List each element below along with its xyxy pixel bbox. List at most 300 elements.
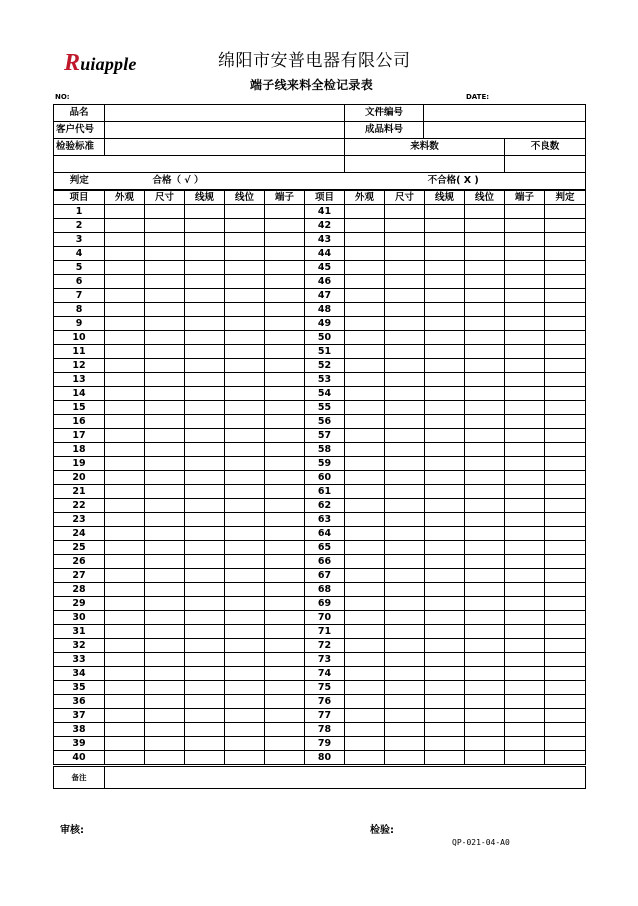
check-cell[interactable] xyxy=(185,513,225,527)
check-cell[interactable] xyxy=(185,261,225,275)
check-cell[interactable] xyxy=(145,415,185,429)
check-cell[interactable] xyxy=(265,345,305,359)
check-cell[interactable] xyxy=(465,345,505,359)
check-cell[interactable] xyxy=(345,429,385,443)
check-cell[interactable] xyxy=(425,289,465,303)
check-cell[interactable] xyxy=(185,317,225,331)
check-cell[interactable] xyxy=(185,653,225,667)
check-cell[interactable] xyxy=(545,401,586,415)
check-cell[interactable] xyxy=(185,359,225,373)
check-cell[interactable] xyxy=(465,289,505,303)
check-cell[interactable] xyxy=(545,527,586,541)
check-cell[interactable] xyxy=(425,513,465,527)
check-cell[interactable] xyxy=(385,681,425,695)
check-cell[interactable] xyxy=(225,401,265,415)
check-cell[interactable] xyxy=(105,261,145,275)
check-cell[interactable] xyxy=(105,303,145,317)
customer-code-field[interactable] xyxy=(105,122,345,139)
check-cell[interactable] xyxy=(145,723,185,737)
check-cell[interactable] xyxy=(385,723,425,737)
check-cell[interactable] xyxy=(385,345,425,359)
check-cell[interactable] xyxy=(185,401,225,415)
check-cell[interactable] xyxy=(225,471,265,485)
check-cell[interactable] xyxy=(185,289,225,303)
check-cell[interactable] xyxy=(385,373,425,387)
check-cell[interactable] xyxy=(345,723,385,737)
inspection-standard-field-2[interactable] xyxy=(54,156,345,173)
check-cell[interactable] xyxy=(385,247,425,261)
check-cell[interactable] xyxy=(145,331,185,345)
check-cell[interactable] xyxy=(265,737,305,751)
check-cell[interactable] xyxy=(345,737,385,751)
check-cell[interactable] xyxy=(105,751,145,765)
check-cell[interactable] xyxy=(265,597,305,611)
check-cell[interactable] xyxy=(105,597,145,611)
check-cell[interactable] xyxy=(345,709,385,723)
check-cell[interactable] xyxy=(545,429,586,443)
check-cell[interactable] xyxy=(505,401,545,415)
check-cell[interactable] xyxy=(425,653,465,667)
check-cell[interactable] xyxy=(385,261,425,275)
check-cell[interactable] xyxy=(425,597,465,611)
check-cell[interactable] xyxy=(465,275,505,289)
check-cell[interactable] xyxy=(545,569,586,583)
check-cell[interactable] xyxy=(385,289,425,303)
check-cell[interactable] xyxy=(465,695,505,709)
check-cell[interactable] xyxy=(185,723,225,737)
check-cell[interactable] xyxy=(465,219,505,233)
check-cell[interactable] xyxy=(505,541,545,555)
check-cell[interactable] xyxy=(105,415,145,429)
check-cell[interactable] xyxy=(265,639,305,653)
check-cell[interactable] xyxy=(465,709,505,723)
check-cell[interactable] xyxy=(145,639,185,653)
check-cell[interactable] xyxy=(105,373,145,387)
check-cell[interactable] xyxy=(265,289,305,303)
check-cell[interactable] xyxy=(425,485,465,499)
check-cell[interactable] xyxy=(145,681,185,695)
check-cell[interactable] xyxy=(465,457,505,471)
check-cell[interactable] xyxy=(385,233,425,247)
check-cell[interactable] xyxy=(545,219,586,233)
check-cell[interactable] xyxy=(185,233,225,247)
check-cell[interactable] xyxy=(425,345,465,359)
check-cell[interactable] xyxy=(465,667,505,681)
check-cell[interactable] xyxy=(505,695,545,709)
check-cell[interactable] xyxy=(385,457,425,471)
check-cell[interactable] xyxy=(385,387,425,401)
check-cell[interactable] xyxy=(265,695,305,709)
check-cell[interactable] xyxy=(225,583,265,597)
check-cell[interactable] xyxy=(225,695,265,709)
check-cell[interactable] xyxy=(345,611,385,625)
check-cell[interactable] xyxy=(545,583,586,597)
check-cell[interactable] xyxy=(505,457,545,471)
check-cell[interactable] xyxy=(265,527,305,541)
check-cell[interactable] xyxy=(385,303,425,317)
check-cell[interactable] xyxy=(505,471,545,485)
check-cell[interactable] xyxy=(425,359,465,373)
check-cell[interactable] xyxy=(225,709,265,723)
check-cell[interactable] xyxy=(425,303,465,317)
check-cell[interactable] xyxy=(425,219,465,233)
check-cell[interactable] xyxy=(425,331,465,345)
check-cell[interactable] xyxy=(345,275,385,289)
check-cell[interactable] xyxy=(545,499,586,513)
check-cell[interactable] xyxy=(345,751,385,765)
check-cell[interactable] xyxy=(265,513,305,527)
check-cell[interactable] xyxy=(425,443,465,457)
check-cell[interactable] xyxy=(505,415,545,429)
check-cell[interactable] xyxy=(185,611,225,625)
check-cell[interactable] xyxy=(105,569,145,583)
check-cell[interactable] xyxy=(345,569,385,583)
check-cell[interactable] xyxy=(345,331,385,345)
check-cell[interactable] xyxy=(345,625,385,639)
check-cell[interactable] xyxy=(545,331,586,345)
check-cell[interactable] xyxy=(105,317,145,331)
check-cell[interactable] xyxy=(465,471,505,485)
check-cell[interactable] xyxy=(145,317,185,331)
check-cell[interactable] xyxy=(465,737,505,751)
check-cell[interactable] xyxy=(185,471,225,485)
check-cell[interactable] xyxy=(465,205,505,219)
check-cell[interactable] xyxy=(145,527,185,541)
check-cell[interactable] xyxy=(225,625,265,639)
check-cell[interactable] xyxy=(505,667,545,681)
check-cell[interactable] xyxy=(225,527,265,541)
check-cell[interactable] xyxy=(505,709,545,723)
check-cell[interactable] xyxy=(385,205,425,219)
check-cell[interactable] xyxy=(505,751,545,765)
check-cell[interactable] xyxy=(345,541,385,555)
check-cell[interactable] xyxy=(225,597,265,611)
check-cell[interactable] xyxy=(265,443,305,457)
check-cell[interactable] xyxy=(145,513,185,527)
check-cell[interactable] xyxy=(385,471,425,485)
check-cell[interactable] xyxy=(385,611,425,625)
check-cell[interactable] xyxy=(185,555,225,569)
check-cell[interactable] xyxy=(425,499,465,513)
check-cell[interactable] xyxy=(225,261,265,275)
check-cell[interactable] xyxy=(505,639,545,653)
check-cell[interactable] xyxy=(545,303,586,317)
check-cell[interactable] xyxy=(145,667,185,681)
check-cell[interactable] xyxy=(345,695,385,709)
check-cell[interactable] xyxy=(145,373,185,387)
check-cell[interactable] xyxy=(345,583,385,597)
check-cell[interactable] xyxy=(505,681,545,695)
check-cell[interactable] xyxy=(185,373,225,387)
check-cell[interactable] xyxy=(425,737,465,751)
check-cell[interactable] xyxy=(145,289,185,303)
check-cell[interactable] xyxy=(225,289,265,303)
check-cell[interactable] xyxy=(345,555,385,569)
check-cell[interactable] xyxy=(345,401,385,415)
check-cell[interactable] xyxy=(545,345,586,359)
check-cell[interactable] xyxy=(425,709,465,723)
check-cell[interactable] xyxy=(505,275,545,289)
check-cell[interactable] xyxy=(105,513,145,527)
check-cell[interactable] xyxy=(385,359,425,373)
check-cell[interactable] xyxy=(425,541,465,555)
check-cell[interactable] xyxy=(185,499,225,513)
check-cell[interactable] xyxy=(145,401,185,415)
check-cell[interactable] xyxy=(185,345,225,359)
check-cell[interactable] xyxy=(225,359,265,373)
check-cell[interactable] xyxy=(185,205,225,219)
check-cell[interactable] xyxy=(105,667,145,681)
check-cell[interactable] xyxy=(225,457,265,471)
check-cell[interactable] xyxy=(265,625,305,639)
check-cell[interactable] xyxy=(145,653,185,667)
check-cell[interactable] xyxy=(145,611,185,625)
check-cell[interactable] xyxy=(185,429,225,443)
check-cell[interactable] xyxy=(425,275,465,289)
check-cell[interactable] xyxy=(545,443,586,457)
check-cell[interactable] xyxy=(545,233,586,247)
check-cell[interactable] xyxy=(265,709,305,723)
check-cell[interactable] xyxy=(145,597,185,611)
check-cell[interactable] xyxy=(505,611,545,625)
check-cell[interactable] xyxy=(185,639,225,653)
check-cell[interactable] xyxy=(345,443,385,457)
check-cell[interactable] xyxy=(265,275,305,289)
check-cell[interactable] xyxy=(265,331,305,345)
check-cell[interactable] xyxy=(425,583,465,597)
check-cell[interactable] xyxy=(545,457,586,471)
check-cell[interactable] xyxy=(345,387,385,401)
check-cell[interactable] xyxy=(225,345,265,359)
check-cell[interactable] xyxy=(425,233,465,247)
check-cell[interactable] xyxy=(225,723,265,737)
check-cell[interactable] xyxy=(105,695,145,709)
check-cell[interactable] xyxy=(465,527,505,541)
check-cell[interactable] xyxy=(265,401,305,415)
check-cell[interactable] xyxy=(265,667,305,681)
check-cell[interactable] xyxy=(345,373,385,387)
product-name-field[interactable] xyxy=(105,105,345,122)
doc-number-field[interactable] xyxy=(424,105,586,122)
check-cell[interactable] xyxy=(225,233,265,247)
check-cell[interactable] xyxy=(385,219,425,233)
check-cell[interactable] xyxy=(105,555,145,569)
check-cell[interactable] xyxy=(545,709,586,723)
check-cell[interactable] xyxy=(545,485,586,499)
check-cell[interactable] xyxy=(185,415,225,429)
check-cell[interactable] xyxy=(225,275,265,289)
check-cell[interactable] xyxy=(345,317,385,331)
check-cell[interactable] xyxy=(385,555,425,569)
check-cell[interactable] xyxy=(385,485,425,499)
check-cell[interactable] xyxy=(105,233,145,247)
check-cell[interactable] xyxy=(545,653,586,667)
check-cell[interactable] xyxy=(345,639,385,653)
check-cell[interactable] xyxy=(385,331,425,345)
check-cell[interactable] xyxy=(465,331,505,345)
check-cell[interactable] xyxy=(265,303,305,317)
check-cell[interactable] xyxy=(465,611,505,625)
check-cell[interactable] xyxy=(145,387,185,401)
check-cell[interactable] xyxy=(265,247,305,261)
check-cell[interactable] xyxy=(545,373,586,387)
check-cell[interactable] xyxy=(185,569,225,583)
check-cell[interactable] xyxy=(385,527,425,541)
check-cell[interactable] xyxy=(105,289,145,303)
check-cell[interactable] xyxy=(425,429,465,443)
check-cell[interactable] xyxy=(465,373,505,387)
check-cell[interactable] xyxy=(545,415,586,429)
check-cell[interactable] xyxy=(505,527,545,541)
check-cell[interactable] xyxy=(345,513,385,527)
check-cell[interactable] xyxy=(425,471,465,485)
check-cell[interactable] xyxy=(105,387,145,401)
check-cell[interactable] xyxy=(345,219,385,233)
check-cell[interactable] xyxy=(265,583,305,597)
check-cell[interactable] xyxy=(465,401,505,415)
check-cell[interactable] xyxy=(505,625,545,639)
check-cell[interactable] xyxy=(105,219,145,233)
check-cell[interactable] xyxy=(225,653,265,667)
check-cell[interactable] xyxy=(105,443,145,457)
check-cell[interactable] xyxy=(545,611,586,625)
check-cell[interactable] xyxy=(185,597,225,611)
check-cell[interactable] xyxy=(385,639,425,653)
check-cell[interactable] xyxy=(425,317,465,331)
check-cell[interactable] xyxy=(105,401,145,415)
check-cell[interactable] xyxy=(465,443,505,457)
check-cell[interactable] xyxy=(345,597,385,611)
check-cell[interactable] xyxy=(465,359,505,373)
check-cell[interactable] xyxy=(385,499,425,513)
check-cell[interactable] xyxy=(385,541,425,555)
check-cell[interactable] xyxy=(225,415,265,429)
check-cell[interactable] xyxy=(265,555,305,569)
check-cell[interactable] xyxy=(105,723,145,737)
check-cell[interactable] xyxy=(225,681,265,695)
check-cell[interactable] xyxy=(505,555,545,569)
check-cell[interactable] xyxy=(105,205,145,219)
check-cell[interactable] xyxy=(385,667,425,681)
check-cell[interactable] xyxy=(505,583,545,597)
fail-option[interactable]: 不合格( X ) xyxy=(424,173,586,190)
check-cell[interactable] xyxy=(185,387,225,401)
check-cell[interactable] xyxy=(185,331,225,345)
check-cell[interactable] xyxy=(345,667,385,681)
check-cell[interactable] xyxy=(185,695,225,709)
check-cell[interactable] xyxy=(505,737,545,751)
check-cell[interactable] xyxy=(385,429,425,443)
check-cell[interactable] xyxy=(105,359,145,373)
check-cell[interactable] xyxy=(465,317,505,331)
check-cell[interactable] xyxy=(505,205,545,219)
check-cell[interactable] xyxy=(345,345,385,359)
check-cell[interactable] xyxy=(225,429,265,443)
check-cell[interactable] xyxy=(185,443,225,457)
check-cell[interactable] xyxy=(385,625,425,639)
check-cell[interactable] xyxy=(465,513,505,527)
check-cell[interactable] xyxy=(545,541,586,555)
check-cell[interactable] xyxy=(465,751,505,765)
check-cell[interactable] xyxy=(225,555,265,569)
check-cell[interactable] xyxy=(145,429,185,443)
check-cell[interactable] xyxy=(345,499,385,513)
check-cell[interactable] xyxy=(145,345,185,359)
check-cell[interactable] xyxy=(225,541,265,555)
check-cell[interactable] xyxy=(385,751,425,765)
check-cell[interactable] xyxy=(505,359,545,373)
check-cell[interactable] xyxy=(545,275,586,289)
check-cell[interactable] xyxy=(265,653,305,667)
check-cell[interactable] xyxy=(425,569,465,583)
check-cell[interactable] xyxy=(385,597,425,611)
check-cell[interactable] xyxy=(105,709,145,723)
check-cell[interactable] xyxy=(465,261,505,275)
check-cell[interactable] xyxy=(505,387,545,401)
check-cell[interactable] xyxy=(505,261,545,275)
check-cell[interactable] xyxy=(185,275,225,289)
check-cell[interactable] xyxy=(265,471,305,485)
check-cell[interactable] xyxy=(545,289,586,303)
check-cell[interactable] xyxy=(345,205,385,219)
check-cell[interactable] xyxy=(545,625,586,639)
check-cell[interactable] xyxy=(265,541,305,555)
check-cell[interactable] xyxy=(225,667,265,681)
check-cell[interactable] xyxy=(505,233,545,247)
check-cell[interactable] xyxy=(105,345,145,359)
incoming-qty-field[interactable] xyxy=(345,156,505,173)
check-cell[interactable] xyxy=(145,499,185,513)
check-cell[interactable] xyxy=(505,429,545,443)
check-cell[interactable] xyxy=(385,709,425,723)
check-cell[interactable] xyxy=(185,219,225,233)
check-cell[interactable] xyxy=(545,471,586,485)
check-cell[interactable] xyxy=(105,737,145,751)
check-cell[interactable] xyxy=(545,597,586,611)
check-cell[interactable] xyxy=(185,485,225,499)
check-cell[interactable] xyxy=(545,247,586,261)
check-cell[interactable] xyxy=(465,597,505,611)
check-cell[interactable] xyxy=(465,681,505,695)
check-cell[interactable] xyxy=(425,555,465,569)
check-cell[interactable] xyxy=(425,667,465,681)
check-cell[interactable] xyxy=(185,737,225,751)
check-cell[interactable] xyxy=(345,233,385,247)
check-cell[interactable] xyxy=(505,373,545,387)
check-cell[interactable] xyxy=(265,233,305,247)
check-cell[interactable] xyxy=(385,415,425,429)
check-cell[interactable] xyxy=(545,667,586,681)
check-cell[interactable] xyxy=(385,653,425,667)
check-cell[interactable] xyxy=(545,387,586,401)
check-cell[interactable] xyxy=(505,289,545,303)
check-cell[interactable] xyxy=(105,611,145,625)
check-cell[interactable] xyxy=(385,275,425,289)
check-cell[interactable] xyxy=(105,681,145,695)
check-cell[interactable] xyxy=(145,709,185,723)
check-cell[interactable] xyxy=(105,457,145,471)
check-cell[interactable] xyxy=(425,457,465,471)
check-cell[interactable] xyxy=(265,681,305,695)
check-cell[interactable] xyxy=(345,247,385,261)
check-cell[interactable] xyxy=(465,569,505,583)
check-cell[interactable] xyxy=(425,751,465,765)
check-cell[interactable] xyxy=(505,513,545,527)
check-cell[interactable] xyxy=(425,681,465,695)
check-cell[interactable] xyxy=(185,527,225,541)
check-cell[interactable] xyxy=(145,471,185,485)
check-cell[interactable] xyxy=(545,261,586,275)
